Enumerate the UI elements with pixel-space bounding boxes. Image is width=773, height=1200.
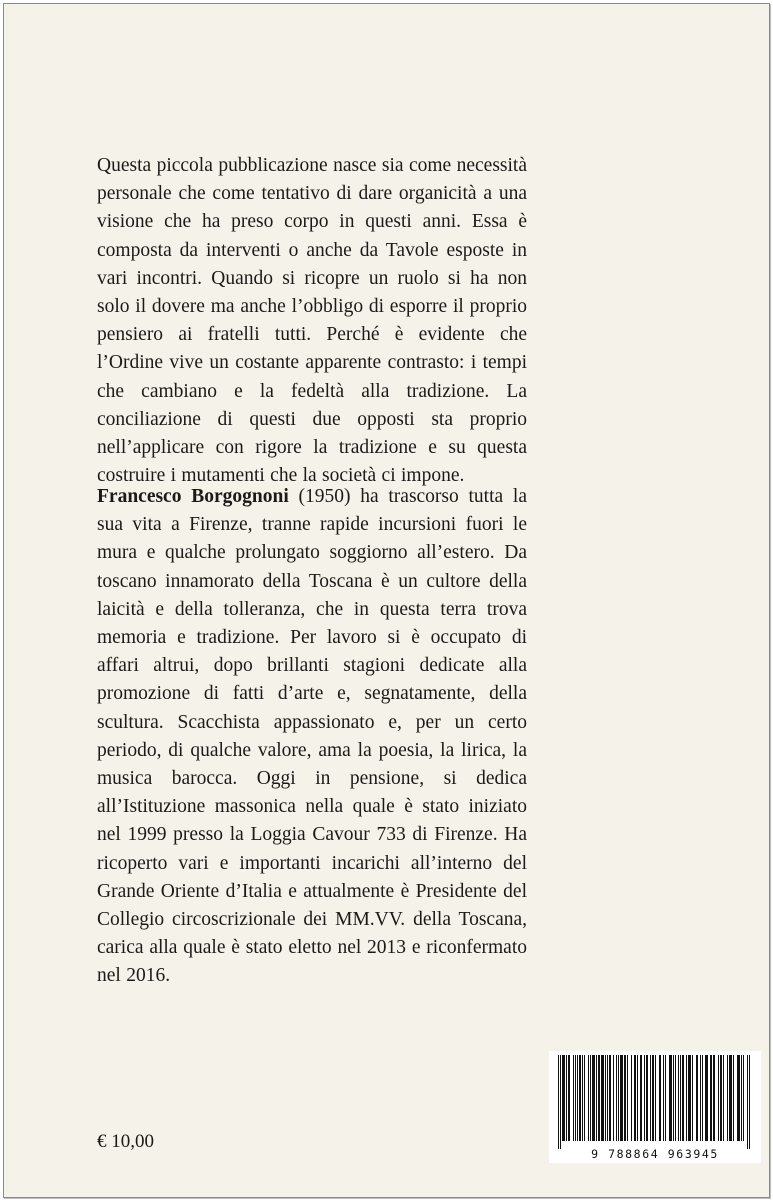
price-label: € 10,00 [97,1131,154,1152]
barcode-bars [554,1055,756,1149]
isbn-barcode [549,1051,761,1163]
author-bio-text: (1950) ha trascorso tutta la sua vita a Firenze, tranne rapide incursioni fuori le mura e qualche prolungato soggiorno all’estero. Da toscano innamorato della Toscana è un cultore della laicità e della tolleranza, che in questa terra trova memoria e tradizione. Per lavoro si è occupato di affari altrui, dopo brillanti stagioni dedicate alla promozione di fatti d’arte e, segnatamente, della scultura. Scacchista appassionato e, per un certo periodo, di qualche valore, ama la poesia, la lirica, la musica barocca. Oggi in pensione, si dedica all’Istituzione massonica nella quale è stato iniziato nel 1999 presso la Loggia Cavour 733 di Firenze. Ha ricoperto vari e importanti incarichi all’interno del Grande Oriente d’Italia e attualmente è Presidente del Collegio circoscrizionale dei MM.VV. della Toscana, carica alla quale è stato eletto nel 2013 e riconfermato nel 2016. [97,486,527,987]
isbn-number: 9 788864 963945 [591,1147,719,1161]
book-back-cover [3,3,770,1198]
author-name: Francesco Borgognoni [97,486,289,507]
intro-paragraph: Questa piccola pubblicazione nasce sia come necessità personale che come tentativo di dare organicità a una visione che ha preso corpo in questi anni. Essa è composta da interventi o anche da Tavole esposte in vari incontri. Quando si ricopre un ruolo si ha non solo il dovere ma anche l’obbligo di esporre il proprio pensiero ai fratelli tutti. Perché è evidente che l’Ordine vive un costante apparente contrasto: i tempi che cambiano e la fedeltà alla tradizione. La conciliazione di questi due opposti sta proprio nell’applicare con rigore la tradizione e su questa costruire i mutamenti che la società ci impone. [97,155,527,487]
author-bio-paragraph [97,483,527,991]
